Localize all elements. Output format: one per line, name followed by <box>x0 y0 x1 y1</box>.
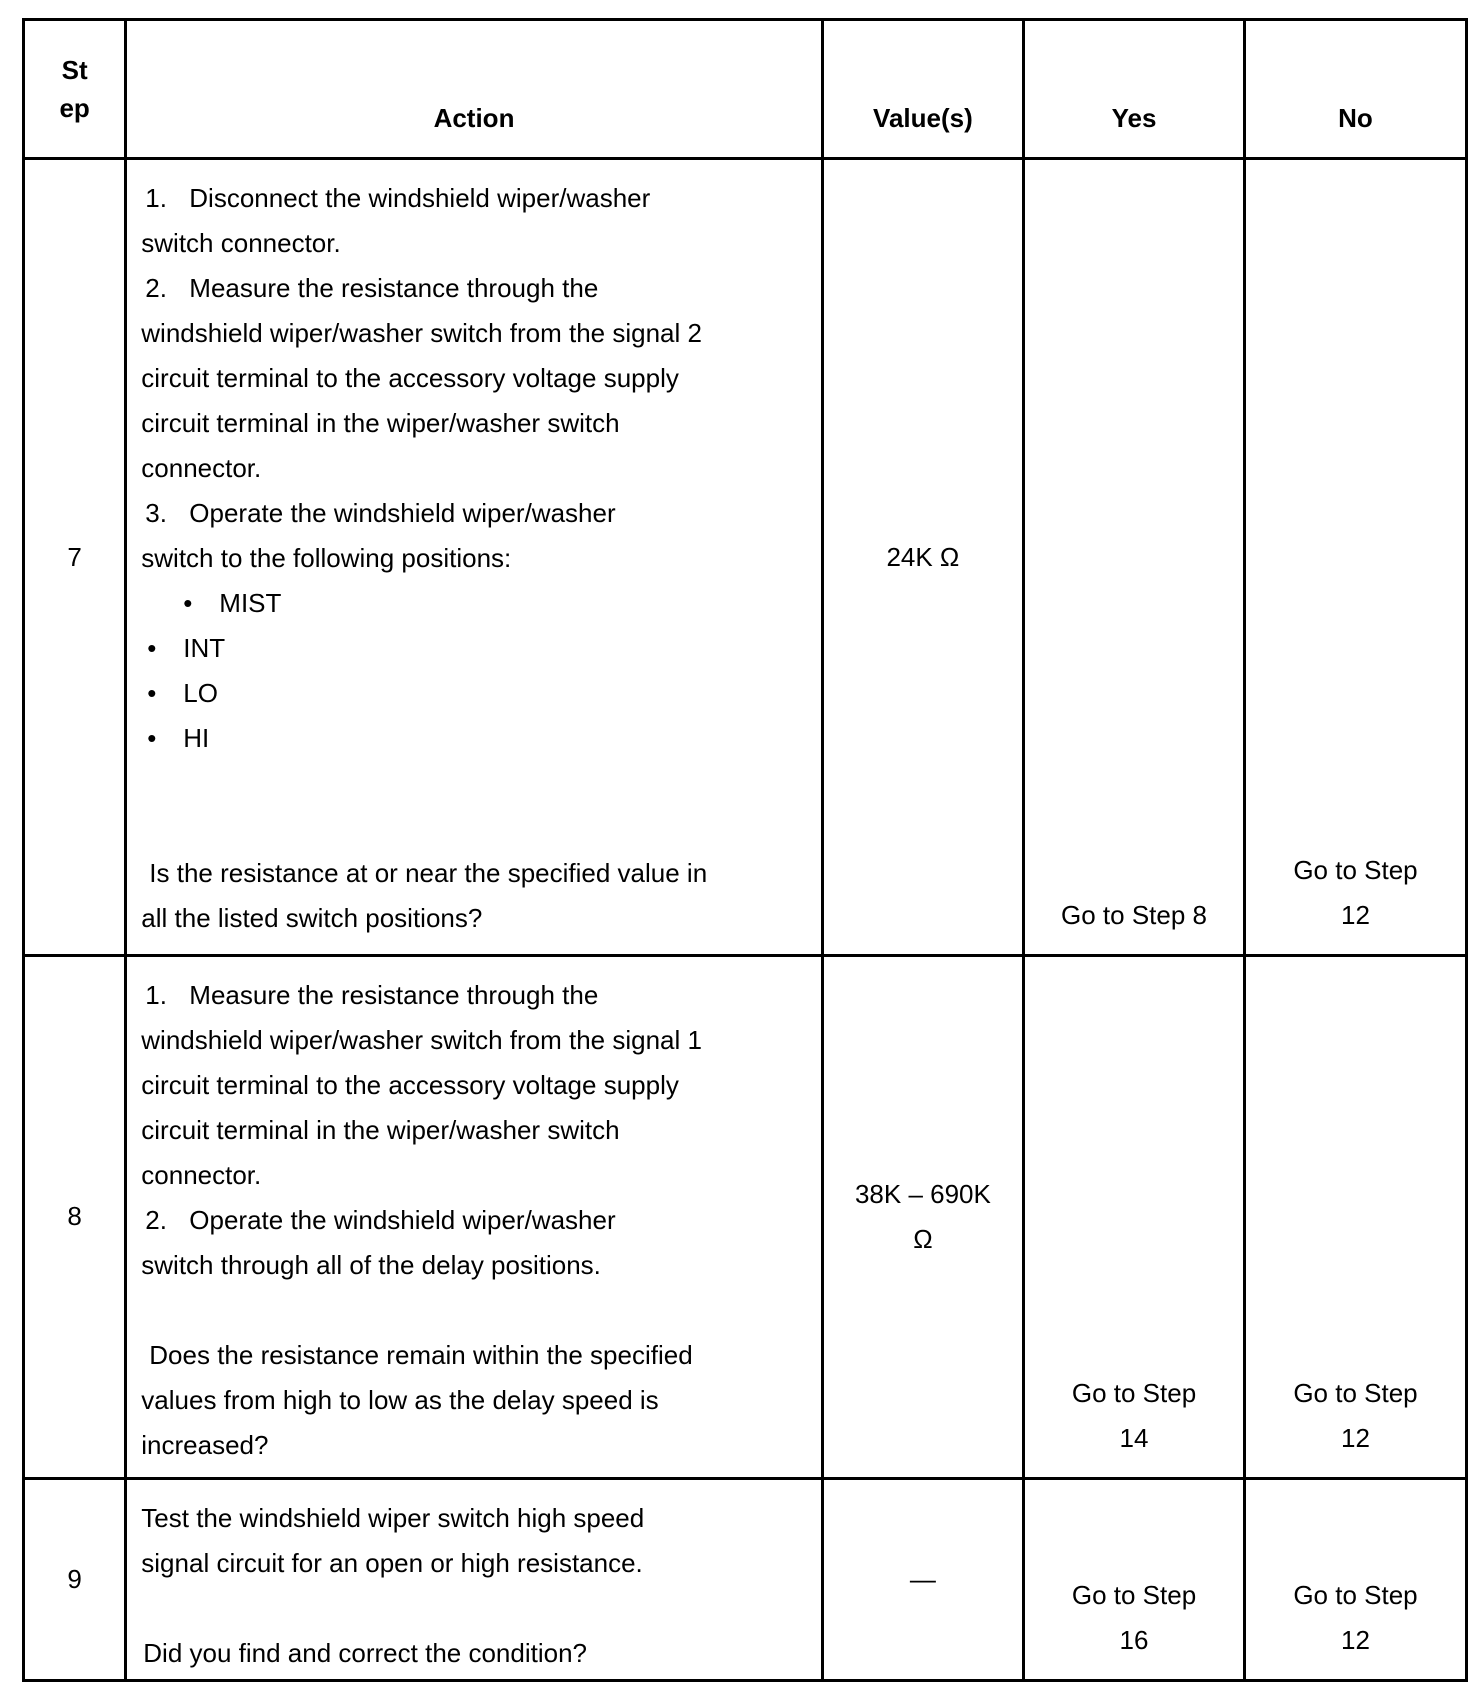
value-cell: 38K – 690K Ω <box>822 956 1023 1478</box>
step-header: St ep <box>24 20 126 159</box>
diagnostic-table <box>22 18 1468 1682</box>
action-cell: Test the windshield wiper switch high speed signal circuit for an open or high resistance. Did you find and correct the condition? <box>126 1478 822 1680</box>
step-number: 7 <box>24 159 126 956</box>
list-item: • MIST <box>183 588 282 619</box>
question: Does the resistance remain within the specified <box>149 1340 693 1371</box>
step-number: 8 <box>24 956 126 1478</box>
value-cell: 24K Ω <box>822 159 1023 956</box>
action-cell: 1. Measure the resistance through the windshield wiper/washer switch from the signal 1 circuit terminal to the accessory voltage supply circuit terminal in the wiper/washer switch connector. 2. Operate the windshield wiper/washer switch through all of the delay positions. Does the resistance remain within the specified values from high to low as the delay speed is increased? <box>126 956 822 1478</box>
no-cell: Go to Step 12 <box>1244 1478 1466 1680</box>
header-row <box>24 20 1467 159</box>
no-header: No <box>1244 20 1466 159</box>
question: Did you find and correct the condition? <box>143 1637 587 1668</box>
action-cell: 1. Disconnect the windshield wiper/washer switch connector. 2. Measure the resistance through the windshield wiper/washer switch from the signal 2 circuit terminal to the accessory voltage supply circuit terminal in the wiper/washer switch connector. 3. Operate the windshield wiper/washer switch to the following positions: • MIST • INT • LO • HI Is the resistance at or near the specified value in all the listed switch positions? <box>126 159 822 956</box>
list-item: • HI <box>147 723 210 754</box>
yes-cell: Go to Step 16 <box>1024 1478 1245 1680</box>
table-row <box>24 159 1467 956</box>
list-item: • INT <box>147 633 226 664</box>
table-row <box>24 956 1467 1478</box>
yes-cell: Go to Step 8 <box>1024 159 1245 956</box>
yes-cell: Go to Step 14 <box>1024 956 1245 1478</box>
yes-header: Yes <box>1024 20 1245 159</box>
step-number: 9 <box>24 1478 126 1680</box>
no-cell: Go to Step 12 <box>1244 956 1466 1478</box>
no-cell: Go to Step 12 <box>1244 159 1466 956</box>
table-row <box>24 1478 1467 1680</box>
question: Is the resistance at or near the specified value in <box>149 858 708 889</box>
action-header: Action <box>126 20 822 159</box>
list-item: • LO <box>147 678 218 709</box>
values-header: Value(s) <box>822 20 1023 159</box>
value-cell: — <box>822 1478 1023 1680</box>
